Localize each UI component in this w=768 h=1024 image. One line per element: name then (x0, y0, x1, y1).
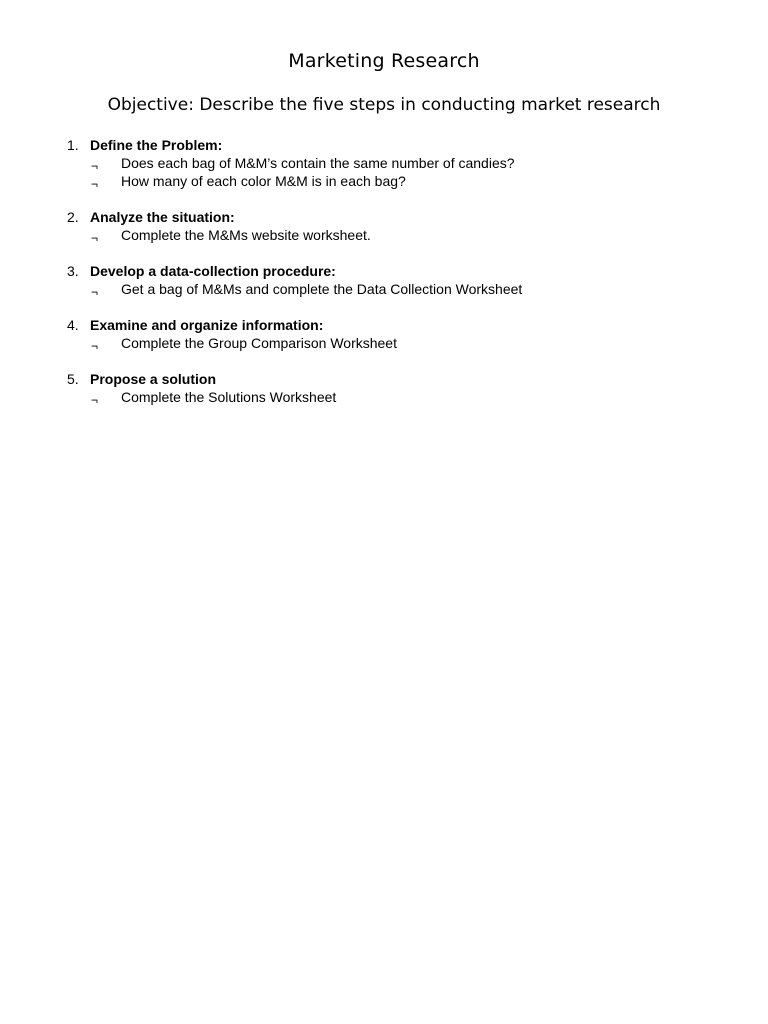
step-item (67, 370, 727, 406)
steps-list (67, 136, 727, 424)
page-title: Marketing Research (288, 50, 480, 72)
sub-item-text: Get a bag of M&Ms and complete the Data Collection Worksheet (121, 281, 523, 297)
objective-heading: Objective: Describe the five steps in conducting market research (107, 95, 661, 115)
step-number: 3. (67, 263, 79, 279)
sub-item (67, 154, 727, 172)
bullet-icon: ¬ (91, 285, 99, 299)
sub-item-text: Does each bag of M&M’s contain the same number of candies? (121, 155, 515, 171)
step-number: 4. (67, 317, 79, 333)
step-title: Examine and organize information: (90, 317, 324, 333)
step-title: Define the Problem: (90, 137, 223, 153)
step-heading (67, 316, 727, 334)
step-heading (67, 370, 727, 388)
bullet-icon: ¬ (91, 177, 99, 191)
step-number: 2. (67, 209, 79, 225)
step-heading (67, 262, 727, 280)
bullet-icon: ¬ (91, 393, 99, 407)
sub-item-text: Complete the Solutions Worksheet (121, 389, 337, 405)
sub-item-text: Complete the M&Ms website worksheet. (121, 227, 371, 243)
step-item (67, 136, 727, 190)
step-number: 1. (67, 137, 79, 153)
step-item (67, 262, 727, 298)
step-title: Develop a data-collection procedure: (90, 263, 336, 279)
sub-item-text: How many of each color M&M is in each bag? (121, 173, 406, 189)
bullet-icon: ¬ (91, 339, 99, 353)
bullet-icon: ¬ (91, 159, 99, 173)
sub-item-text: Complete the Group Comparison Worksheet (121, 335, 397, 351)
sub-item (67, 280, 727, 298)
step-number: 5. (67, 371, 79, 387)
bullet-icon: ¬ (91, 231, 99, 245)
step-title: Propose a solution (90, 371, 217, 387)
step-title: Analyze the situation: (90, 209, 235, 225)
sub-item (67, 172, 727, 190)
sub-item (67, 226, 727, 244)
step-item (67, 208, 727, 244)
step-heading (67, 208, 727, 226)
step-item (67, 316, 727, 352)
step-heading (67, 136, 727, 154)
sub-item (67, 388, 727, 406)
sub-item (67, 334, 727, 352)
